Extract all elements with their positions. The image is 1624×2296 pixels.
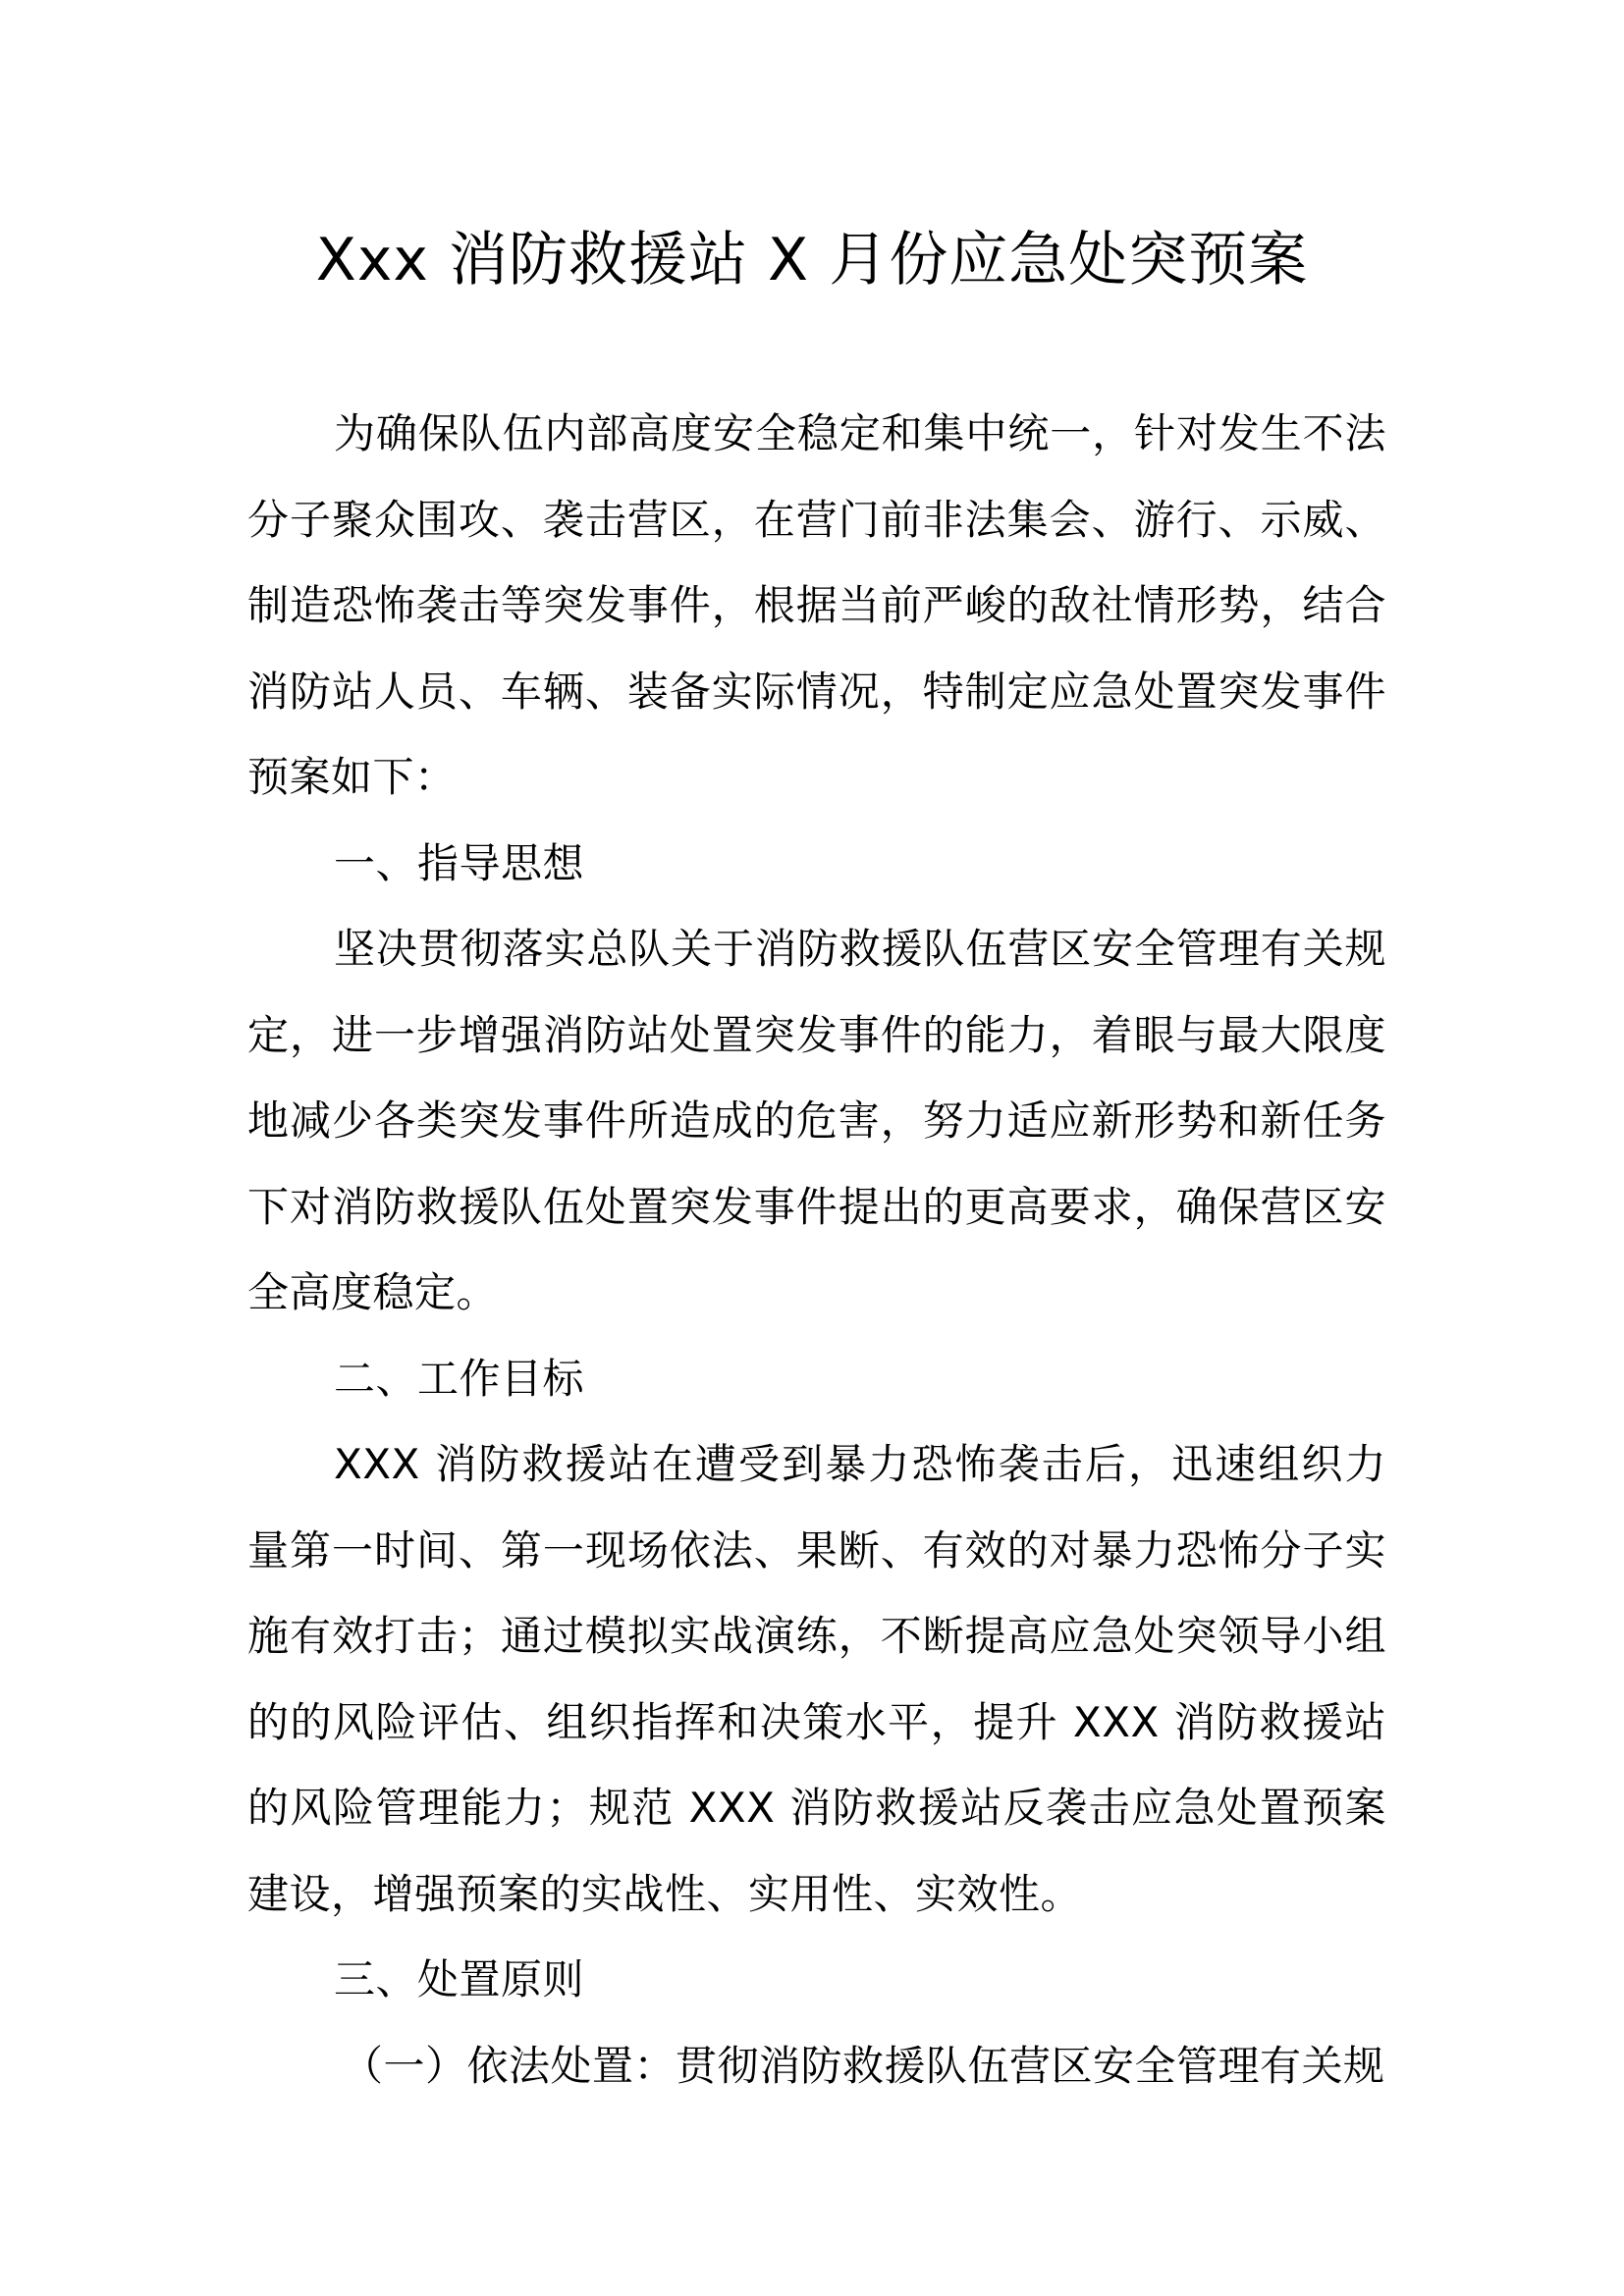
section-paragraph-principles: （一）依法处置：贯彻消防救援队伍营区安全管理有关规	[342, 2041, 1385, 2090]
section-heading-guiding-ideology: 一、指导思想	[334, 838, 585, 887]
section-heading-work-goals: 二、工作目标	[334, 1354, 585, 1403]
document-title: Xxx 消防救援站 X 月份应急处突预案	[315, 226, 1309, 294]
section-paragraph-work-goals: XXX 消防救援站在遭受到暴力恐怖袭击后，迅速组织力量第一时间、第一现场依法、果断、有效的对暴力恐怖分子实施有效打击；通过模拟实战演练，不断提高应急处突领导小组的的风险评估、组织指挥和决策水平，提升 XXX 消防救援站的风险管理能力；规范 XXX 消防救援站反袭击应急处置预案建设，增强预案的实战性、实用性、实效性。	[247, 1440, 1386, 1918]
section-paragraph-guiding-ideology: 坚决贯彻落实总队关于消防救援队伍营区安全管理有关规定，进一步增强消防站处置突发事件的能力，着眼与最大限度地减少各类突发事件所造成的危害，努力适应新形势和新任务下对消防救援队伍处置突发事件提出的更高要求，确保营区安全高度稳定。	[247, 925, 1386, 1316]
document-body	[247, 391, 1386, 2109]
section-heading-principles: 三、处置原则	[334, 1955, 585, 2003]
intro-paragraph: 为确保队伍内部高度安全稳定和集中统一，针对发生不法分子聚众围攻、袭击营区，在营门前非法集会、游行、示威、制造恐怖袭击等突发事件，根据当前严峻的敌社情形势，结合消防站人员、车辆、装备实际情况，特制定应急处置突发事件预案如下：	[247, 409, 1386, 801]
